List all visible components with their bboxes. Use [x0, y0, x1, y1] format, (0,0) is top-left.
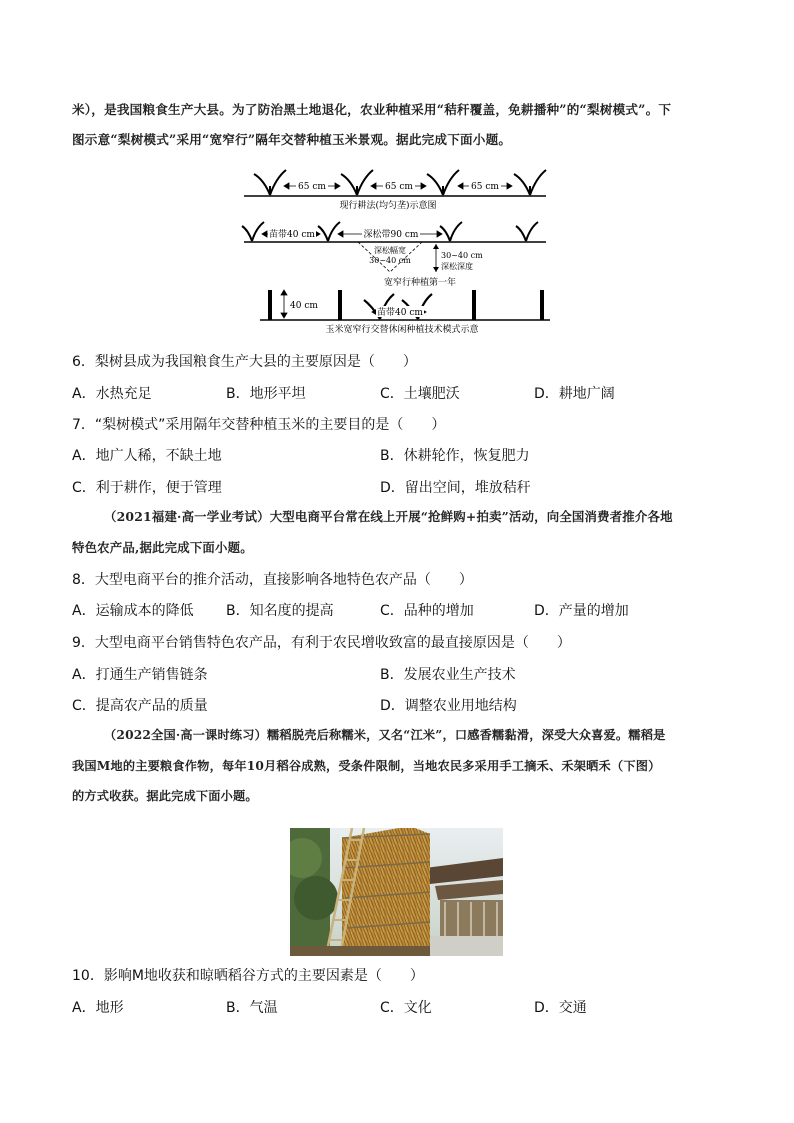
q9-option-b[interactable]: B．发展农业生产技术 — [380, 667, 516, 683]
intro-paragraph-2-cont — [72, 536, 724, 560]
q10-option-c[interactable]: C．文化 — [380, 1000, 432, 1016]
q9-option-a[interactable]: A．打通生产销售链条 — [72, 667, 208, 683]
question-9: 9．大型电商平台销售特色农产品，有利于农民增收致富的最直接原因是（ ） — [72, 635, 571, 651]
seedling-belt-label: 苗带40 cm — [269, 230, 315, 240]
q10-option-d[interactable]: D．交通 — [534, 1000, 587, 1016]
question-7: 7．“梨树模式”采用隔年交替种植玉米的主要目的是（ ） — [72, 417, 446, 433]
seedling-belt-bottom-label: 苗带40 cm — [377, 308, 423, 318]
intro3-line3: 的方式收获。据此完成下面小题。 — [72, 789, 258, 803]
question-6: 6．梨树县成为我国粮食生产大县的主要原因是（ ） — [72, 354, 417, 370]
deep-loosen-depth-label: 深松深度 — [441, 262, 473, 271]
spacing-label-3: 65 cm — [471, 182, 499, 192]
q7-option-b[interactable]: B．休耕轮作，恢复肥力 — [380, 448, 530, 464]
question-8: 8．大型电商平台的推介活动，直接影响各地特色农产品（ ） — [72, 572, 473, 588]
q6-option-a[interactable]: A．水热充足 — [72, 386, 152, 402]
deep-loosen-width-value: 30~40 cm — [369, 256, 411, 265]
q7-option-a[interactable]: A．地广人稀，不缺土地 — [72, 448, 222, 464]
spacing-label-1: 65 cm — [298, 182, 326, 192]
caption-bottom: 玉米宽窄行交替休闲种植技术模式示意 — [325, 325, 479, 335]
planting-diagram-svg — [240, 160, 550, 335]
intro-paragraph-2 — [72, 505, 724, 529]
intro1-line1: 米），是我国粮食生产大县。为了防治黑土地退化，农业种植采用“秸秆覆盖，免耕播种”的“梨树模式”。下 — [72, 102, 672, 117]
question-10: 10．影响M地收获和晾晒稻谷方式的主要因素是（ ） — [72, 968, 424, 984]
q10-option-b[interactable]: B．气温 — [226, 1000, 278, 1016]
intro2-line1: （2021福建·高一学业考试）大型电商平台常在线上开展“抢鲜购+拍卖”活动，向全国消费者推介各地 — [104, 509, 673, 524]
planting-diagram — [240, 160, 550, 335]
intro-paragraph-3 — [72, 723, 724, 747]
q7-option-c[interactable]: C．利于耕作，便于管理 — [72, 480, 222, 496]
q6-option-b[interactable]: B．地形平坦 — [226, 386, 306, 402]
q6-option-c[interactable]: C．土壤肥沃 — [380, 386, 460, 402]
height-label: 40 cm — [290, 301, 318, 311]
q10-option-a[interactable]: A．地形 — [72, 1000, 124, 1016]
q8-option-a[interactable]: A．运输成本的降低 — [72, 603, 194, 619]
caption-top: 现行耕法(均匀垄)示意图 — [339, 201, 437, 211]
intro2-line2: 特色农产品,据此完成下面小题。 — [72, 540, 253, 555]
q7-option-d[interactable]: D．留出空间，堆放秸秆 — [380, 480, 531, 496]
q9-option-d[interactable]: D．调整农业用地结构 — [380, 698, 517, 714]
deep-loosen-depth-value: 30~40 cm — [441, 251, 483, 260]
intro-paragraph-1 — [72, 98, 724, 152]
intro3-line1: （2022全国·高一课时练习）糯稻脱壳后称糯米，又名“江米”，口感香糯黏滑，深受大众喜爱。糯稻是 — [104, 728, 666, 742]
q8-option-d[interactable]: D．产量的增加 — [534, 603, 629, 619]
q8-option-c[interactable]: C．品种的增加 — [380, 603, 474, 619]
q6-option-d[interactable]: D．耕地广阔 — [534, 386, 615, 402]
intro1-line2: 图示意“梨树模式”采用“宽窄行”隔年交替种植玉米景观。据此完成下面小题。 — [72, 132, 512, 147]
rice-drying-rack-image — [290, 828, 503, 956]
deep-loosen-width-label: 深松幅宽 — [374, 246, 406, 255]
intro3-line2: 我国M地的主要粮食作物，每年10月稻谷成熟，受条件限制，当地农民多采用手工摘禾、禾架晒禾（下图） — [72, 759, 661, 773]
intro-paragraph-3-cont — [72, 754, 724, 808]
q9-option-c[interactable]: C．提高农产品的质量 — [72, 698, 208, 714]
rice-drying-rack-photo — [290, 828, 503, 956]
wide-narrow-first-year-label: 宽窄行种植第一年 — [383, 278, 457, 288]
q8-option-b[interactable]: B．知名度的提高 — [226, 603, 334, 619]
deep-loosen-belt-label: 深松带90 cm — [363, 230, 419, 240]
spacing-label-2: 65 cm — [385, 182, 413, 192]
